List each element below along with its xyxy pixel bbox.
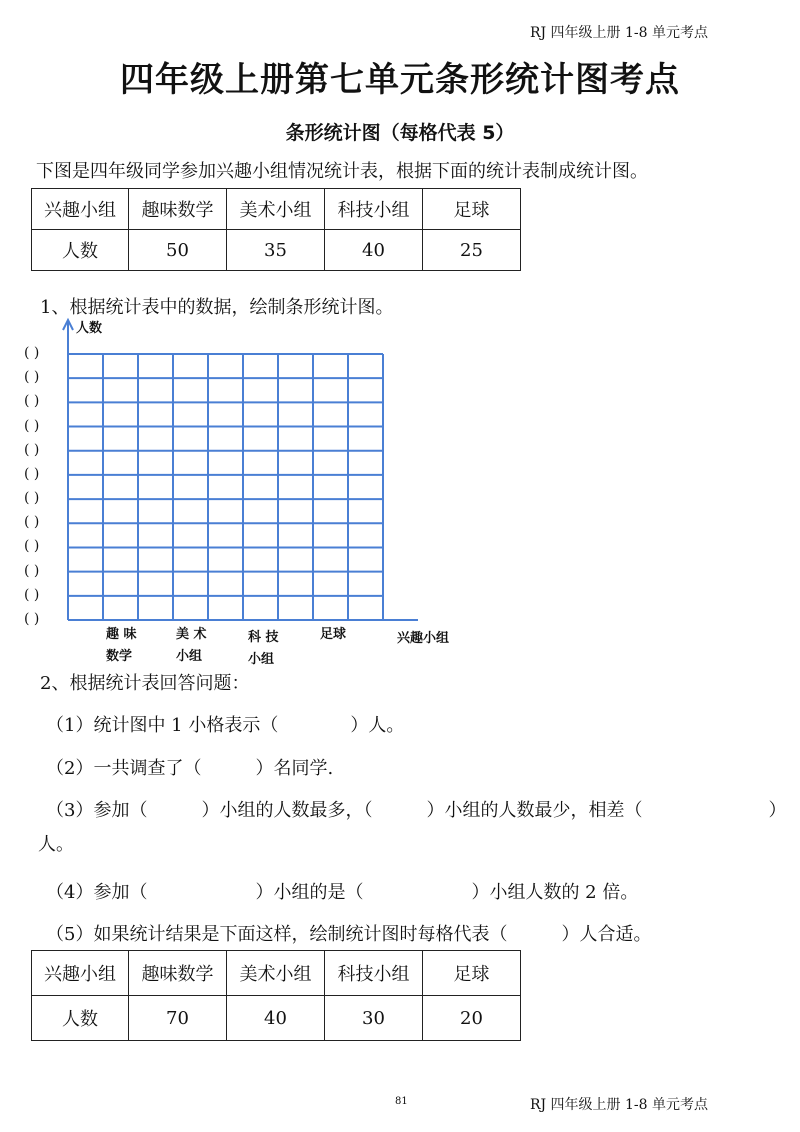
sub-question: （1）统计图中 1 小格表示（ ）人。 (46, 715, 405, 736)
table-cell: 70 (129, 996, 227, 1041)
table-header-cell: 足球 (423, 951, 521, 996)
table-header-cell: 兴趣小组 (32, 189, 129, 230)
table-cell: 40 (227, 996, 325, 1041)
y-tick-blank: ( ) (24, 369, 40, 386)
question-2: 2、根据统计表回答问题： (40, 673, 250, 694)
table-cell: 30 (325, 996, 423, 1041)
intro-text: 下图是四年级同学参加兴趣小组情况统计表，根据下面的统计表制成统计图。 (36, 161, 648, 182)
table-header-cell: 科技小组 (325, 951, 423, 996)
y-tick-blank: ( ) (24, 514, 40, 531)
x-category-label: 美 术 小组 (176, 627, 207, 664)
page-number: 81 (395, 1096, 408, 1107)
footer-course: RJ 四年级上册 1-8 单元考点 (529, 1097, 708, 1113)
table-header-cell: 美术小组 (227, 951, 325, 996)
y-tick-blank: ( ) (24, 345, 40, 361)
x-category-label: 足球 (320, 627, 347, 642)
y-tick-blank: ( ) (24, 393, 40, 410)
table-cell: 40 (325, 230, 423, 271)
y-axis-label: 人数 (76, 321, 103, 336)
page-title: 四年级上册第七单元条形统计图考点 (120, 60, 680, 100)
x-category-label: 科 技 小组 (248, 630, 279, 667)
y-tick-blank: ( ) (24, 611, 40, 627)
header-course: RJ 四年级上册 1-8 单元考点 (529, 25, 708, 41)
stat-table-2 (31, 950, 521, 1041)
table-header-cell: 足球 (423, 189, 521, 230)
table-header-cell: 美术小组 (227, 189, 325, 230)
table-header-cell: 趣味数学 (129, 189, 227, 230)
table-header-cell: 兴趣小组 (32, 951, 129, 996)
y-tick-blank: ( ) (24, 562, 40, 579)
table-row (32, 996, 521, 1041)
table-row (32, 951, 521, 996)
x-axis-label: 兴趣小组 (397, 631, 450, 646)
table-row-label: 人数 (32, 230, 129, 271)
y-tick-blank: ( ) (24, 586, 40, 603)
table-header-cell: 趣味数学 (129, 951, 227, 996)
page-subtitle: 条形统计图（每格代表 5） (285, 122, 515, 144)
y-tick-blank: ( ) (24, 538, 40, 555)
y-tick-blank: ( ) (24, 490, 40, 507)
y-tick-blank: ( ) (24, 465, 40, 482)
y-tick-blank: ( ) (24, 441, 40, 458)
sub-question-continuation: 人。 (38, 834, 74, 855)
table-row-label: 人数 (32, 996, 129, 1041)
sub-question: （2）一共调查了（ ）名同学. (46, 758, 334, 779)
table-header-cell: 科技小组 (325, 189, 423, 230)
x-category-label: 趣 味 数学 (106, 627, 137, 664)
table-cell: 25 (423, 230, 521, 271)
table-cell: 20 (423, 996, 521, 1041)
sub-question: （3）参加（ ）小组的人数最多，（ ）小组的人数最少，相差（ ） (46, 800, 787, 821)
y-tick-blank: ( ) (24, 417, 40, 434)
sub-question: （4）参加（ ）小组的是（ ）小组人数的 2 倍。 (46, 882, 639, 903)
table-cell: 35 (227, 230, 325, 271)
question-1: 1、根据统计表中的数据，绘制条形统计图。 (40, 297, 394, 318)
sub-question: （5）如果统计结果是下面这样，绘制统计图时每格代表（ ）人合适。 (46, 924, 652, 945)
table-cell: 50 (129, 230, 227, 271)
